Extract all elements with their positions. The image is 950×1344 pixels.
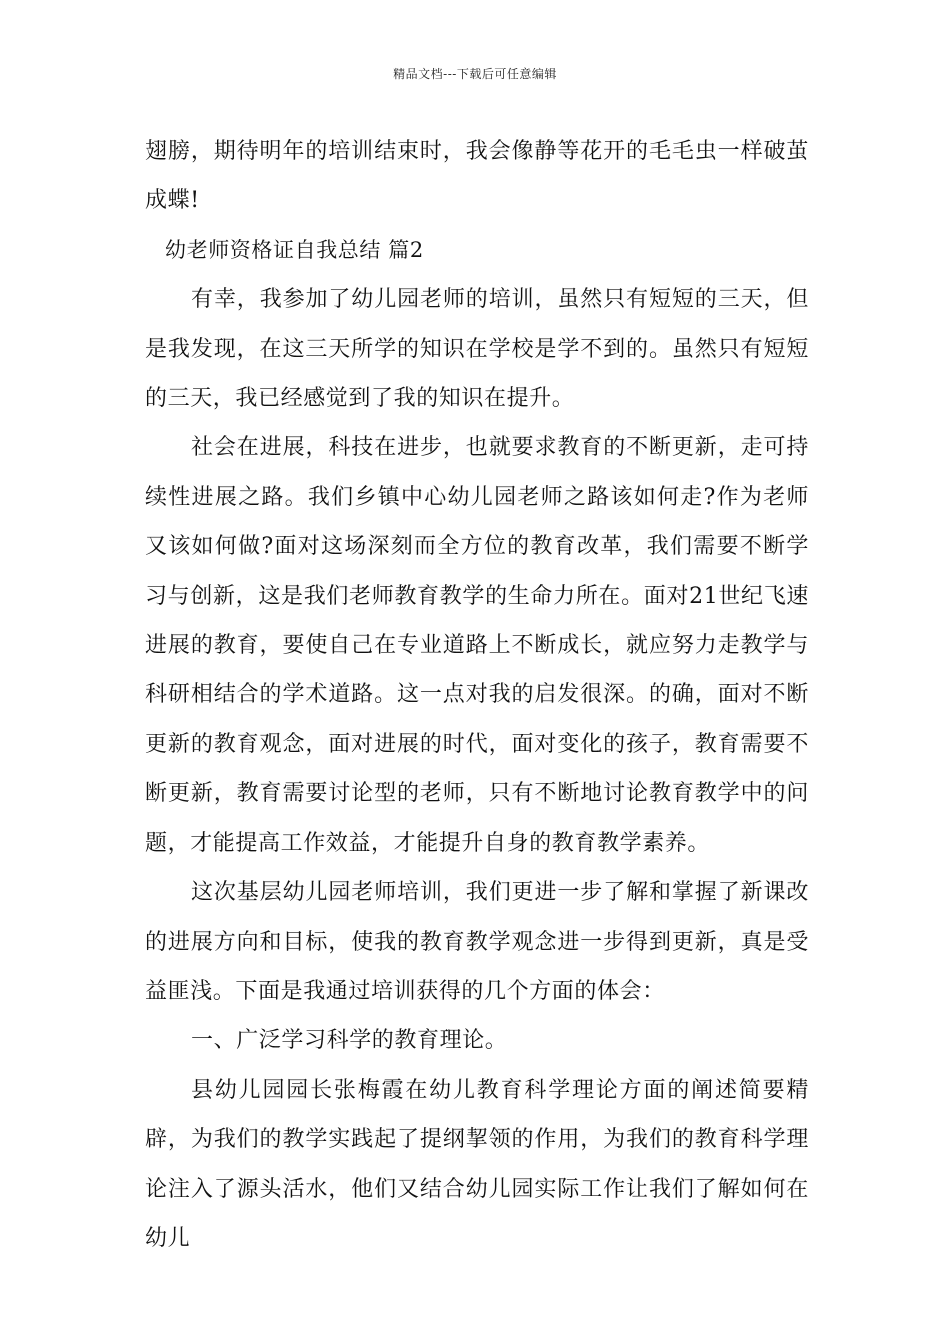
paragraph: 有幸，我参加了幼儿园老师的培训，虽然只有短短的三天，但是我发现，在这三天所学的知识在学校是学不到的。虽然只有短短的三天，我已经感觉到了我的知识在提升。 bbox=[145, 287, 809, 412]
paragraph: 县幼儿园园长张梅霞在幼儿教育科学理论方面的阐述简要精辟，为我们的教学实践起了提纲挈领的作用，为我们的教育科学理论注入了源头活水，他们又结合幼儿园实际工作让我们了解如何在幼儿 bbox=[145, 1077, 809, 1251]
paragraph: 社会在进展，科技在进步，也就要求教育的不断更新，走可持续性进展之路。我们乡镇中心幼儿园老师之路该如何走?作为老师又该如何做?面对这场深刻而全方位的教育改革，我们需要不断学习与创新，这是我们老师教育教学的生命力所在。面对21世纪飞速进展的教育，要使自己在专业道路上不断成长，就应努力走教学与科研相结合的学术道路。这一点对我的启发很深。的确，面对不断更新的教育观念，面对进展的时代，面对变化的孩子，教育需要不断更新，教育需要讨论型的老师，只有不断地讨论教育教学中的问题，才能提高工作效益，才能提升自身的教育教学素养。 bbox=[145, 435, 809, 856]
section-title: 幼老师资格证自我总结 篇2 bbox=[165, 237, 424, 262]
paragraph: 这次基层幼儿园老师培训，我们更进一步了解和掌握了新课改的进展方向和目标，使我的教育教学观念进一步得到更新，真是受益匪浅。下面是我通过培训获得的几个方面的体会： bbox=[145, 880, 809, 1004]
document-body bbox=[145, 127, 809, 1263]
list-heading: 一、广泛学习科学的教育理论。 bbox=[191, 1028, 508, 1054]
page-header: 精品文档---下载后可任意编辑 bbox=[393, 67, 557, 81]
paragraph-continuation: 翅膀，期待明年的培训结束时，我会像静等花开的毛毛虫一样破茧成蝶! bbox=[145, 139, 809, 214]
